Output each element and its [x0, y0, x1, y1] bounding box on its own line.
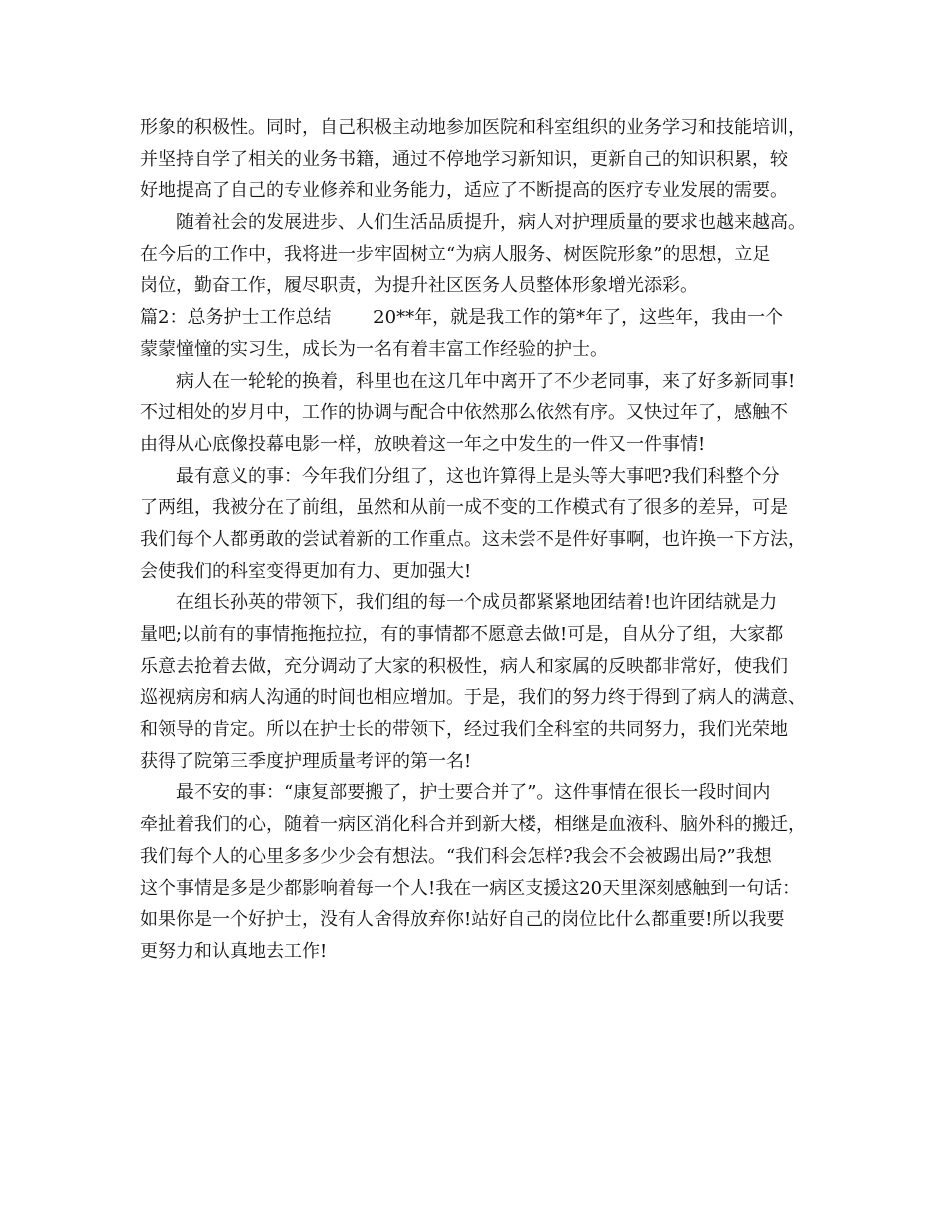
- text-line: 在组长孙英的带领下，我们组的每一个成员都紧紧地团结着!也许团结就是力: [176, 592, 778, 614]
- text-line: 我们每个人的心里多多少少会有想法。“我们科会怎样?我会不会被踢出局?”我想: [140, 845, 772, 867]
- text-line: 篇2：总务护士工作总结 20**年，就是我工作的第*年了，这些年，我由一个: [140, 307, 784, 329]
- text-line: 随着社会的发展进步、人们生活品质提升，病人对护理质量的要求也越来越高。: [176, 212, 806, 234]
- text-line: 和领导的肯定。所以在护士长的带领下，经过我们全科室的共同努力，我们光荣地: [140, 719, 788, 741]
- text-line: 蒙蒙憧憧的实习生，成长为一名有着丰富工作经验的护士。: [140, 338, 608, 360]
- text-line: 不过相处的岁月中，工作的协调与配合中依然那么依然有序。又快过年了，感触不: [140, 402, 788, 424]
- text-line: 了两组，我被分在了前组，虽然和从前一成不变的工作模式有了很多的差异，可是: [140, 497, 788, 519]
- text-line: 巡视病房和病人沟通的时间也相应增加。于是，我们的努力终于得到了病人的满意、: [140, 687, 806, 709]
- text-line: 好地提高了自己的专业修养和业务能力，适应了不断提高的医疗专业发展的需要。: [140, 180, 788, 202]
- text-line: 病人在一轮轮的换着，科里也在这几年中离开了不少老同事，来了好多新同事!: [176, 370, 796, 392]
- text-line: 牵扯着我们的心，随着一病区消化科合并到新大楼，相继是血液科、脑外科的搬迁，: [140, 814, 806, 836]
- text-line: 由得从心底像投幕电影一样，放映着这一年之中发生的一件又一件事情!: [140, 433, 706, 455]
- text-line: 在今后的工作中，我将进一步牢固树立“为病人服务、树医院形象”的思想，立足: [140, 243, 771, 265]
- text-line: 并坚持自学了相关的业务书籍，通过不停地学习新知识，更新自己的知识积累，较: [140, 148, 788, 170]
- text-line: 岗位，勤奋工作，履尽职责，为提升社区医务人员整体形象增光添彩。: [140, 275, 698, 297]
- text-line: 这个事情是多是少都影响着每一个人!我在一病区支援这20天里深刻感触到一句话：: [140, 877, 801, 899]
- text-line: 更努力和认真地去工作!: [140, 940, 328, 962]
- text-line: 我们每个人都勇敢的尝试着新的工作重点。这未尝不是件好事啊，也许换一下方法，: [140, 528, 806, 550]
- text-line: 最有意义的事：今年我们分组了，这也许算得上是头等大事吧?我们科整个分: [176, 465, 780, 487]
- text-line: 获得了院第三季度护理质量考评的第一名!: [140, 750, 472, 772]
- text-line: 会使我们的科室变得更加有力、更加强大!: [140, 560, 472, 582]
- text-line: 形象的积极性。同时，自己积极主动地参加医院和科室组织的业务学习和技能培训，: [140, 117, 806, 138]
- text-line: 乐意去抢着去做，充分调动了大家的积极性，病人和家属的反映都非常好，使我们: [140, 655, 788, 677]
- text-line: 最不安的事：“康复部要搬了，护士要合并了”。这件事情在很长一段时间内: [176, 782, 771, 804]
- document-body: [140, 112, 820, 968]
- text-line: 如果你是一个好护士，没有人舍得放弃你!站好自己的岗位比什么都重要!所以我要: [140, 909, 785, 931]
- text-line: 量吧;以前有的事情拖拖拉拉，有的事情都不愿意去做!可是，自从分了组，大家都: [140, 624, 784, 645]
